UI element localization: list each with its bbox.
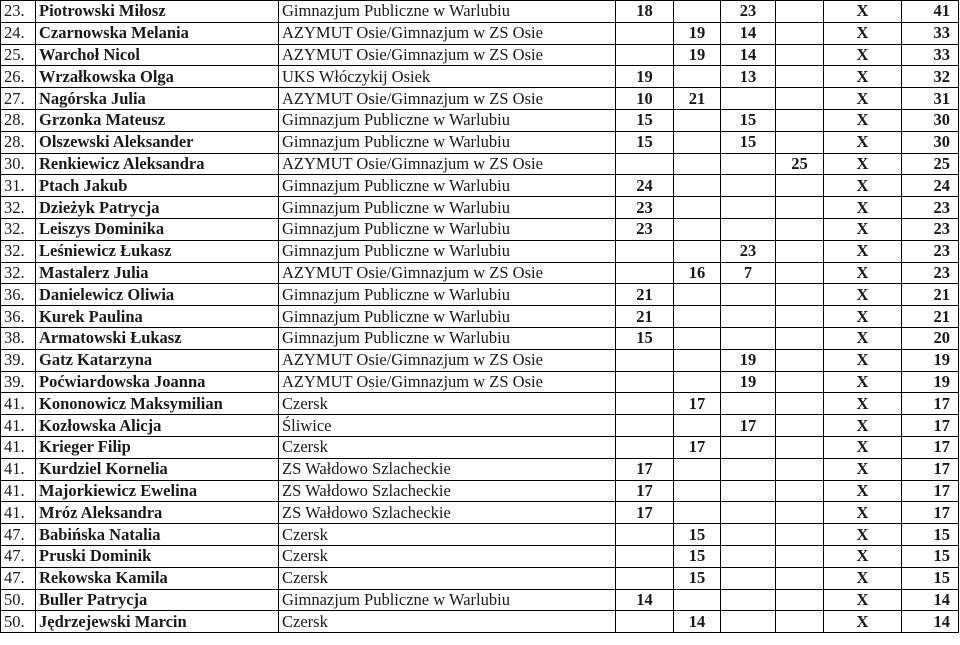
total-points-cell: 14 — [902, 589, 959, 611]
mark-cell: X — [824, 88, 902, 110]
score-cell-4 — [776, 240, 824, 262]
score-cell-3 — [721, 393, 776, 415]
place-cell: 41. — [1, 480, 36, 502]
score-cell-4 — [776, 88, 824, 110]
club-cell: Gimnazjum Publiczne w Warlubiu — [279, 218, 616, 240]
score-cell-2 — [674, 218, 721, 240]
score-cell-2 — [674, 109, 721, 131]
competitor-name-cell: Piotrowski Miłosz — [36, 1, 279, 23]
results-body — [1, 1, 959, 633]
total-points-cell: 17 — [902, 393, 959, 415]
club-cell: Gimnazjum Publiczne w Warlubiu — [279, 197, 616, 219]
score-cell-4 — [776, 22, 824, 44]
score-cell-4 — [776, 480, 824, 502]
total-points-cell: 15 — [902, 567, 959, 589]
score-cell-3 — [721, 567, 776, 589]
score-cell-1 — [616, 393, 674, 415]
score-cell-3 — [721, 284, 776, 306]
score-cell-1 — [616, 22, 674, 44]
table-row — [1, 502, 959, 524]
score-cell-3 — [721, 480, 776, 502]
table-row — [1, 175, 959, 197]
club-cell: ZS Wałdowo Szlacheckie — [279, 480, 616, 502]
score-cell-4 — [776, 589, 824, 611]
club-cell: AZYMUT Osie/Gimnazjum w ZS Osie — [279, 44, 616, 66]
table-row — [1, 218, 959, 240]
score-cell-4 — [776, 66, 824, 88]
club-cell: AZYMUT Osie/Gimnazjum w ZS Osie — [279, 88, 616, 110]
score-cell-2 — [674, 284, 721, 306]
club-cell: Gimnazjum Publiczne w Warlubiu — [279, 109, 616, 131]
score-cell-1 — [616, 153, 674, 175]
score-cell-4 — [776, 218, 824, 240]
score-cell-4 — [776, 197, 824, 219]
score-cell-4 — [776, 284, 824, 306]
score-cell-2 — [674, 131, 721, 153]
place-cell: 41. — [1, 436, 36, 458]
place-cell: 41. — [1, 502, 36, 524]
score-cell-2 — [674, 175, 721, 197]
mark-cell: X — [824, 240, 902, 262]
score-cell-3 — [721, 306, 776, 328]
mark-cell: X — [824, 284, 902, 306]
table-row — [1, 22, 959, 44]
mark-cell: X — [824, 524, 902, 546]
score-cell-3 — [721, 611, 776, 633]
score-cell-3 — [721, 327, 776, 349]
club-cell: Czersk — [279, 393, 616, 415]
club-cell: AZYMUT Osie/Gimnazjum w ZS Osie — [279, 262, 616, 284]
score-cell-3: 15 — [721, 131, 776, 153]
score-cell-1: 14 — [616, 589, 674, 611]
club-cell: Czersk — [279, 611, 616, 633]
competitor-name-cell: Wrzałkowska Olga — [36, 66, 279, 88]
mark-cell: X — [824, 131, 902, 153]
score-cell-3 — [721, 175, 776, 197]
score-cell-4 — [776, 611, 824, 633]
total-points-cell: 17 — [902, 458, 959, 480]
place-cell: 27. — [1, 88, 36, 110]
total-points-cell: 20 — [902, 327, 959, 349]
score-cell-2: 19 — [674, 44, 721, 66]
mark-cell: X — [824, 306, 902, 328]
score-cell-2: 15 — [674, 545, 721, 567]
table-row — [1, 327, 959, 349]
score-cell-1 — [616, 611, 674, 633]
place-cell: 26. — [1, 66, 36, 88]
table-row — [1, 567, 959, 589]
score-cell-1: 18 — [616, 1, 674, 23]
table-row — [1, 415, 959, 437]
place-cell: 32. — [1, 240, 36, 262]
competitor-name-cell: Kurdziel Kornelia — [36, 458, 279, 480]
total-points-cell: 14 — [902, 611, 959, 633]
total-points-cell: 41 — [902, 1, 959, 23]
mark-cell: X — [824, 153, 902, 175]
mark-cell: X — [824, 567, 902, 589]
table-row — [1, 480, 959, 502]
mark-cell: X — [824, 415, 902, 437]
club-cell: Gimnazjum Publiczne w Warlubiu — [279, 131, 616, 153]
score-cell-4 — [776, 545, 824, 567]
club-cell: Gimnazjum Publiczne w Warlubiu — [279, 240, 616, 262]
score-cell-1: 17 — [616, 458, 674, 480]
mark-cell: X — [824, 349, 902, 371]
mark-cell: X — [824, 44, 902, 66]
mark-cell: X — [824, 458, 902, 480]
competitor-name-cell: Dzieżyk Patrycja — [36, 197, 279, 219]
club-cell: Gimnazjum Publiczne w Warlubiu — [279, 175, 616, 197]
table-row — [1, 197, 959, 219]
total-points-cell: 23 — [902, 240, 959, 262]
competitor-name-cell: Babińska Natalia — [36, 524, 279, 546]
table-row — [1, 524, 959, 546]
score-cell-4 — [776, 436, 824, 458]
competitor-name-cell: Krieger Filip — [36, 436, 279, 458]
club-cell: AZYMUT Osie/Gimnazjum w ZS Osie — [279, 371, 616, 393]
place-cell: 32. — [1, 197, 36, 219]
total-points-cell: 19 — [902, 349, 959, 371]
competitor-name-cell: Warchoł Nicol — [36, 44, 279, 66]
score-cell-1: 17 — [616, 480, 674, 502]
total-points-cell: 33 — [902, 22, 959, 44]
competitor-name-cell: Gatz Katarzyna — [36, 349, 279, 371]
total-points-cell: 23 — [902, 197, 959, 219]
table-row — [1, 153, 959, 175]
score-cell-4 — [776, 349, 824, 371]
place-cell: 24. — [1, 22, 36, 44]
competitor-name-cell: Czarnowska Melania — [36, 22, 279, 44]
score-cell-1 — [616, 415, 674, 437]
club-cell: AZYMUT Osie/Gimnazjum w ZS Osie — [279, 22, 616, 44]
score-cell-3 — [721, 458, 776, 480]
score-cell-4 — [776, 175, 824, 197]
score-cell-1 — [616, 240, 674, 262]
mark-cell: X — [824, 480, 902, 502]
score-cell-2: 17 — [674, 393, 721, 415]
score-cell-2: 21 — [674, 88, 721, 110]
competitor-name-cell: Renkiewicz Aleksandra — [36, 153, 279, 175]
table-row — [1, 436, 959, 458]
total-points-cell: 24 — [902, 175, 959, 197]
score-cell-4 — [776, 44, 824, 66]
score-cell-3 — [721, 88, 776, 110]
table-row — [1, 240, 959, 262]
competitor-name-cell: Mróz Aleksandra — [36, 502, 279, 524]
competitor-name-cell: Armatowski Łukasz — [36, 327, 279, 349]
score-cell-4 — [776, 262, 824, 284]
score-cell-3: 19 — [721, 371, 776, 393]
score-cell-2 — [674, 415, 721, 437]
total-points-cell: 19 — [902, 371, 959, 393]
mark-cell: X — [824, 109, 902, 131]
total-points-cell: 23 — [902, 218, 959, 240]
table-row — [1, 66, 959, 88]
score-cell-4 — [776, 109, 824, 131]
place-cell: 38. — [1, 327, 36, 349]
club-cell: UKS Włóczykij Osiek — [279, 66, 616, 88]
score-cell-1 — [616, 436, 674, 458]
mark-cell: X — [824, 22, 902, 44]
total-points-cell: 15 — [902, 545, 959, 567]
table-row — [1, 88, 959, 110]
competitor-name-cell: Leiszys Dominika — [36, 218, 279, 240]
score-cell-4: 25 — [776, 153, 824, 175]
score-cell-4 — [776, 371, 824, 393]
score-cell-1: 15 — [616, 131, 674, 153]
score-cell-3 — [721, 524, 776, 546]
score-cell-2 — [674, 589, 721, 611]
score-cell-2: 17 — [674, 436, 721, 458]
club-cell: AZYMUT Osie/Gimnazjum w ZS Osie — [279, 153, 616, 175]
score-cell-3 — [721, 218, 776, 240]
score-cell-3: 23 — [721, 240, 776, 262]
score-cell-4 — [776, 393, 824, 415]
score-cell-2 — [674, 197, 721, 219]
score-cell-2: 15 — [674, 524, 721, 546]
score-cell-3 — [721, 545, 776, 567]
score-cell-2: 14 — [674, 611, 721, 633]
score-cell-3 — [721, 153, 776, 175]
score-cell-1: 24 — [616, 175, 674, 197]
score-cell-3: 7 — [721, 262, 776, 284]
score-cell-2: 19 — [674, 22, 721, 44]
place-cell: 25. — [1, 44, 36, 66]
club-cell: Czersk — [279, 524, 616, 546]
score-cell-1: 19 — [616, 66, 674, 88]
place-cell: 39. — [1, 349, 36, 371]
score-cell-3 — [721, 197, 776, 219]
place-cell: 36. — [1, 306, 36, 328]
score-cell-3: 15 — [721, 109, 776, 131]
total-points-cell: 31 — [902, 88, 959, 110]
club-cell: Czersk — [279, 545, 616, 567]
competitor-name-cell: Danielewicz Oliwia — [36, 284, 279, 306]
place-cell: 47. — [1, 545, 36, 567]
score-cell-2 — [674, 1, 721, 23]
score-cell-1: 23 — [616, 197, 674, 219]
score-cell-3: 17 — [721, 415, 776, 437]
mark-cell: X — [824, 1, 902, 23]
mark-cell: X — [824, 175, 902, 197]
place-cell: 36. — [1, 284, 36, 306]
mark-cell: X — [824, 327, 902, 349]
table-row — [1, 131, 959, 153]
score-cell-2 — [674, 153, 721, 175]
mark-cell: X — [824, 589, 902, 611]
place-cell: 28. — [1, 131, 36, 153]
score-cell-1: 21 — [616, 306, 674, 328]
total-points-cell: 30 — [902, 131, 959, 153]
place-cell: 30. — [1, 153, 36, 175]
table-row — [1, 262, 959, 284]
score-cell-2: 16 — [674, 262, 721, 284]
score-cell-1 — [616, 524, 674, 546]
total-points-cell: 25 — [902, 153, 959, 175]
place-cell: 47. — [1, 567, 36, 589]
competitor-name-cell: Jędrzejewski Marcin — [36, 611, 279, 633]
score-cell-1 — [616, 262, 674, 284]
competitor-name-cell: Olszewski Aleksander — [36, 131, 279, 153]
competitor-name-cell: Poćwiardowska Joanna — [36, 371, 279, 393]
score-cell-1: 10 — [616, 88, 674, 110]
place-cell: 41. — [1, 393, 36, 415]
table-row — [1, 589, 959, 611]
competitor-name-cell: Ptach Jakub — [36, 175, 279, 197]
place-cell: 50. — [1, 589, 36, 611]
score-cell-4 — [776, 567, 824, 589]
score-cell-4 — [776, 1, 824, 23]
score-cell-2 — [674, 66, 721, 88]
table-row — [1, 306, 959, 328]
mark-cell: X — [824, 262, 902, 284]
club-cell: Gimnazjum Publiczne w Warlubiu — [279, 589, 616, 611]
score-cell-1: 23 — [616, 218, 674, 240]
score-cell-1 — [616, 545, 674, 567]
club-cell: Gimnazjum Publiczne w Warlubiu — [279, 306, 616, 328]
score-cell-1: 21 — [616, 284, 674, 306]
mark-cell: X — [824, 611, 902, 633]
place-cell: 41. — [1, 415, 36, 437]
competitor-name-cell: Grzonka Mateusz — [36, 109, 279, 131]
competitor-name-cell: Majorkiewicz Ewelina — [36, 480, 279, 502]
total-points-cell: 17 — [902, 502, 959, 524]
score-cell-3 — [721, 589, 776, 611]
competitor-name-cell: Mastalerz Julia — [36, 262, 279, 284]
competitor-name-cell: Buller Patrycja — [36, 589, 279, 611]
total-points-cell: 23 — [902, 262, 959, 284]
mark-cell: X — [824, 545, 902, 567]
score-cell-1 — [616, 349, 674, 371]
total-points-cell: 21 — [902, 306, 959, 328]
club-cell: ZS Wałdowo Szlacheckie — [279, 502, 616, 524]
score-cell-2 — [674, 349, 721, 371]
score-cell-4 — [776, 306, 824, 328]
place-cell: 32. — [1, 218, 36, 240]
competitor-name-cell: Leśniewicz Łukasz — [36, 240, 279, 262]
score-cell-1: 15 — [616, 109, 674, 131]
club-cell: Gimnazjum Publiczne w Warlubiu — [279, 327, 616, 349]
mark-cell: X — [824, 218, 902, 240]
score-cell-2 — [674, 502, 721, 524]
score-cell-3 — [721, 502, 776, 524]
total-points-cell: 21 — [902, 284, 959, 306]
score-cell-3: 13 — [721, 66, 776, 88]
score-cell-3: 14 — [721, 22, 776, 44]
place-cell: 32. — [1, 262, 36, 284]
total-points-cell: 33 — [902, 44, 959, 66]
mark-cell: X — [824, 66, 902, 88]
score-cell-3: 14 — [721, 44, 776, 66]
score-cell-2: 15 — [674, 567, 721, 589]
total-points-cell: 30 — [902, 109, 959, 131]
place-cell: 31. — [1, 175, 36, 197]
place-cell: 47. — [1, 524, 36, 546]
score-cell-2 — [674, 480, 721, 502]
club-cell: Gimnazjum Publiczne w Warlubiu — [279, 1, 616, 23]
place-cell: 28. — [1, 109, 36, 131]
total-points-cell: 17 — [902, 480, 959, 502]
place-cell: 41. — [1, 458, 36, 480]
table-row — [1, 458, 959, 480]
competitor-name-cell: Kononowicz Maksymilian — [36, 393, 279, 415]
mark-cell: X — [824, 371, 902, 393]
competitor-name-cell: Kozłowska Alicja — [36, 415, 279, 437]
score-cell-3: 19 — [721, 349, 776, 371]
table-row — [1, 44, 959, 66]
score-cell-3: 23 — [721, 1, 776, 23]
score-cell-1 — [616, 567, 674, 589]
score-cell-2 — [674, 306, 721, 328]
score-cell-2 — [674, 327, 721, 349]
score-cell-1 — [616, 44, 674, 66]
score-cell-4 — [776, 524, 824, 546]
mark-cell: X — [824, 436, 902, 458]
total-points-cell: 17 — [902, 436, 959, 458]
club-cell: Czersk — [279, 567, 616, 589]
club-cell: Czersk — [279, 436, 616, 458]
competitor-name-cell: Kurek Paulina — [36, 306, 279, 328]
table-row — [1, 284, 959, 306]
total-points-cell: 17 — [902, 415, 959, 437]
score-cell-4 — [776, 458, 824, 480]
score-cell-4 — [776, 131, 824, 153]
score-cell-1: 15 — [616, 327, 674, 349]
table-row — [1, 349, 959, 371]
place-cell: 23. — [1, 1, 36, 23]
total-points-cell: 32 — [902, 66, 959, 88]
score-cell-4 — [776, 415, 824, 437]
score-cell-1: 17 — [616, 502, 674, 524]
score-cell-2 — [674, 458, 721, 480]
mark-cell: X — [824, 502, 902, 524]
table-row — [1, 611, 959, 633]
place-cell: 50. — [1, 611, 36, 633]
table-row — [1, 1, 959, 23]
club-cell: AZYMUT Osie/Gimnazjum w ZS Osie — [279, 349, 616, 371]
score-cell-1 — [616, 371, 674, 393]
table-row — [1, 393, 959, 415]
table-row — [1, 545, 959, 567]
table-row — [1, 371, 959, 393]
mark-cell: X — [824, 197, 902, 219]
total-points-cell: 15 — [902, 524, 959, 546]
competitor-name-cell: Nagórska Julia — [36, 88, 279, 110]
score-cell-4 — [776, 327, 824, 349]
mark-cell: X — [824, 393, 902, 415]
score-cell-4 — [776, 502, 824, 524]
table-row — [1, 109, 959, 131]
score-cell-3 — [721, 436, 776, 458]
place-cell: 39. — [1, 371, 36, 393]
club-cell: ZS Wałdowo Szlacheckie — [279, 458, 616, 480]
competitor-name-cell: Pruski Dominik — [36, 545, 279, 567]
competitor-name-cell: Rekowska Kamila — [36, 567, 279, 589]
score-cell-2 — [674, 371, 721, 393]
club-cell: Śliwice — [279, 415, 616, 437]
club-cell: Gimnazjum Publiczne w Warlubiu — [279, 284, 616, 306]
score-cell-2 — [674, 240, 721, 262]
